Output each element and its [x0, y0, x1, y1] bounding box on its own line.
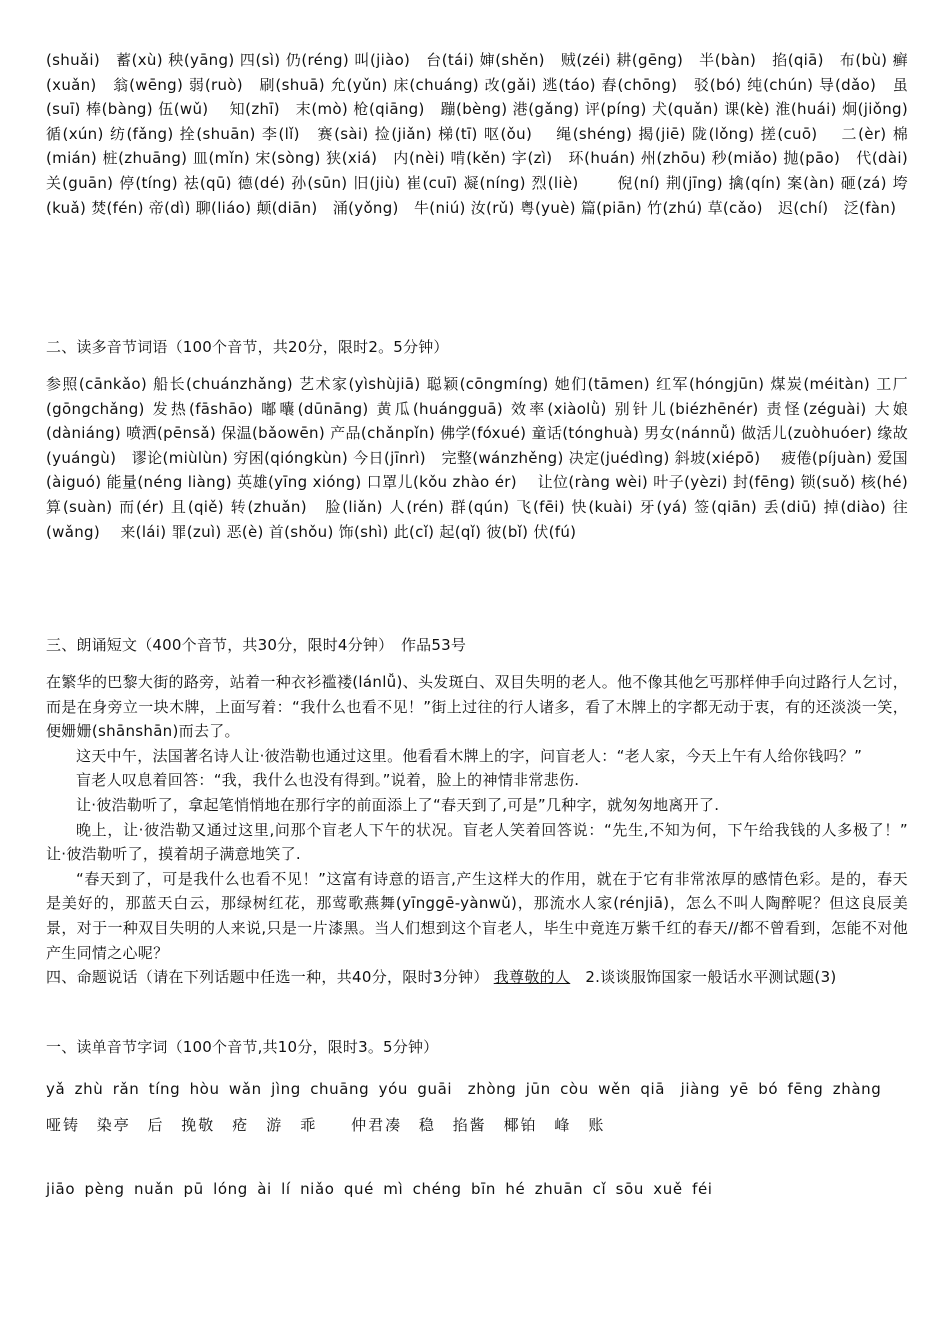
- passage-paragraph-3: 盲老人叹息着回答：“我，我什么也没有得到。”说着，脸上的神情非常悲伤.: [76, 771, 580, 790]
- section4-topic-1: 我尊敬的人: [493, 968, 571, 987]
- section2-heading: 二、读多音节词语（100个音节，共20分，限时2。5分钟）: [46, 338, 449, 356]
- pinyin-row-1: yǎ zhù rǎn tíng hòu wǎn jìng chuāng yóu guāi zhòng jūn còu wěn qiā jiàng yē bó fēng zhàng: [46, 1079, 882, 1098]
- passage-paragraph-4: 让·彼浩勒听了，拿起笔悄悄地在那行字的前面添上了“春天到了,可是”几种字，就匆匆地离开了.: [76, 795, 720, 814]
- section4-topic-2-and-title: 2.谈谈服饰国家一般话水平测试题(3): [585, 968, 837, 987]
- passage-paragraph-2: 这天中午，法国著名诗人让·彼浩勒也通过这里。他看看木牌上的字，问盲老人：“老人家，今天上午有人给你钱吗？”: [76, 746, 863, 765]
- section3-heading: 三、朗诵短文（400个音节，共30分，限时4分钟） 作品53号: [46, 636, 467, 654]
- new-section1-heading: 一、读单音节字词（100个音节,共10分，限时3。5分钟）: [46, 1037, 439, 1056]
- character-row-1: 哑铸 染亭 后 挽敬 疮 游 乖 仲君凑 稳 掐酱 椰铂 峰 账: [46, 1115, 606, 1134]
- passage-paragraph-5: 晚上，让·彼浩勒又通过这里,问那个盲老人下午的状况。盲老人笑着回答说：“先生,不知为何，下午给我钱的人多极了！” 让·彼浩勒听了，摸着胡子满意地笑了.: [46, 820, 924, 864]
- passage-paragraph-6: “春天到了，可是我什么也看不见！”这富有诗意的语言,产生这样大的作用，就在于它有非常浓厚的感情色彩。是的，春天是美好的，那蓝天白云，那绿树红花，那莺歌燕舞(yīnggē-yànwǔ)，那流水人家(rénjiā)，怎么不叫人陶醉呢？但这良辰美景，对于一种双目失明的人来说,只是一片漆黑。当人们想到这个盲老人，毕生中竟连万紫千红的春天//都不曾看到，怎能不对他产生同情之心呢？: [46, 869, 908, 962]
- section1-word-list: (shuǎi) 蓄(xù) 秧(yāng) 四(sì) 仍(réng) 叫(jiào) 台(tái) 婶(shěn) 贼(zéi) 耕(gēng) 半(bàn) 掐(qiā) 布(bù) 癣(xuǎn) 翁(wēng) 弱(ruò) 刷(shuā) 允(yǔn) 床(chuáng) 改(gǎi) 逃(táo) 舂(chōng) 驳(bó) 纯(chún) 导(dǎo) 虽(suī) 棒(bàng) 伍(wǔ) 知(zhī) 末(mò) 枪(qiāng) 蹦(bèng) 港(gǎng) 评(píng) 犬(quǎn) 课(kè) 淮(huái) 炯(jiǒng) 循(xún) 纺(fǎng) 拴(shuān) 李(lǐ) 赛(sài) 捡(jiǎn) 梯(tī) 呕(ǒu) 绳(shéng) 揭(jiē) 陇(lǒng) 搓(cuō) 二(èr) 棉(mián) 桩(zhuāng) 皿(mǐn) 宋(sòng) 狭(xiá) 内(nèi) 啃(kěn) 字(zì) 环(huán) 州(zhōu) 秒(miǎo) 抛(pāo) 代(dài) 关(guān) 停(tíng) 祛(qū) 德(dé) 孙(sūn) 旧(jiù) 崔(cuī) 凝(níng) 烈(liè) 倪(ní) 荆(jīng) 擒(qín) 案(àn) 砸(zá) 垮(kuǎ) 焚(fén) 帝(dì) 聊(liáo) 颠(diān) 涌(yǒng) 牛(niú) 汝(rǔ) 粤(yuè) 篇(piān) 竹(zhú) 草(cǎo) 迟(chí) 泛(fàn): [46, 51, 929, 217]
- section3-passage: [46, 670, 924, 965]
- section2-word-list: 参照(cānkǎo) 船长(chuánzhǎng) 艺术家(yìshùjiā) 聪颖(cōngmíng) 她们(tāmen) 红军(hóngjūn) 煤炭(méitàn) 工厂(gōngchǎng) 发热(fāshāo) 嘟囔(dūnāng) 黄瓜(huángguā) 效率(xiàolǜ) 别针儿(biézhēnér) 责怪(zéguài) 大娘(dàniáng) 喷洒(pēnsǎ) 保温(bǎowēn) 产品(chǎnpǐn) 佛学(fóxué) 童话(tónghuà) 男女(nánnǚ) 做活儿(zuòhuóer) 缘故(yuángù) 谬论(miùlùn) 穷困(qióngkùn) 今日(jīnrì) 完整(wánzhěng) 决定(juédìng) 斜坡(xiépō) 疲倦(píjuàn) 爱国(àiguó) 能量(néng liàng) 英雄(yīng xióng) 口罩儿(kǒu zhào ér) 让位(ràng wèi) 叶子(yèzi) 封(fēng) 锁(suǒ) 核(hé) 算(suàn) 而(ér) 且(qiě) 转(zhuǎn) 脸(liǎn) 人(rén) 群(qún) 飞(fēi) 快(kuài) 牙(yá) 签(qiān) 丢(diū) 掉(diào) 往(wǎng) 来(lái) 罪(zuì) 恶(è) 首(shǒu) 饰(shì) 此(cǐ) 起(qǐ) 彼(bǐ) 伏(fú): [46, 375, 908, 541]
- section4-heading: 四、命题说话（请在下列话题中任选一种，共40分，限时3分钟）: [46, 968, 489, 987]
- section4-line: [46, 965, 908, 990]
- passage-paragraph-1: 在繁华的巴黎大街的路旁，站着一种衣衫褴褛(lánlǚ)、头发斑白、双目失明的老人。他不像其他乞丐那样伸手向过路行人乞讨，而是在身旁立一块木牌，上面写着：“我什么也看不见！”街上过往的行人诸多，看了木牌上的字都无动于衷，有的还淡淡一笑，便姗姗(shānshān)而去了。: [46, 673, 908, 741]
- document-page: [46, 48, 929, 1202]
- pinyin-row-2: jiāo pèng nuǎn pū lóng ài lí niǎo qué mì chéng bīn hé zhuān cǐ sōu xuě féi: [46, 1179, 713, 1198]
